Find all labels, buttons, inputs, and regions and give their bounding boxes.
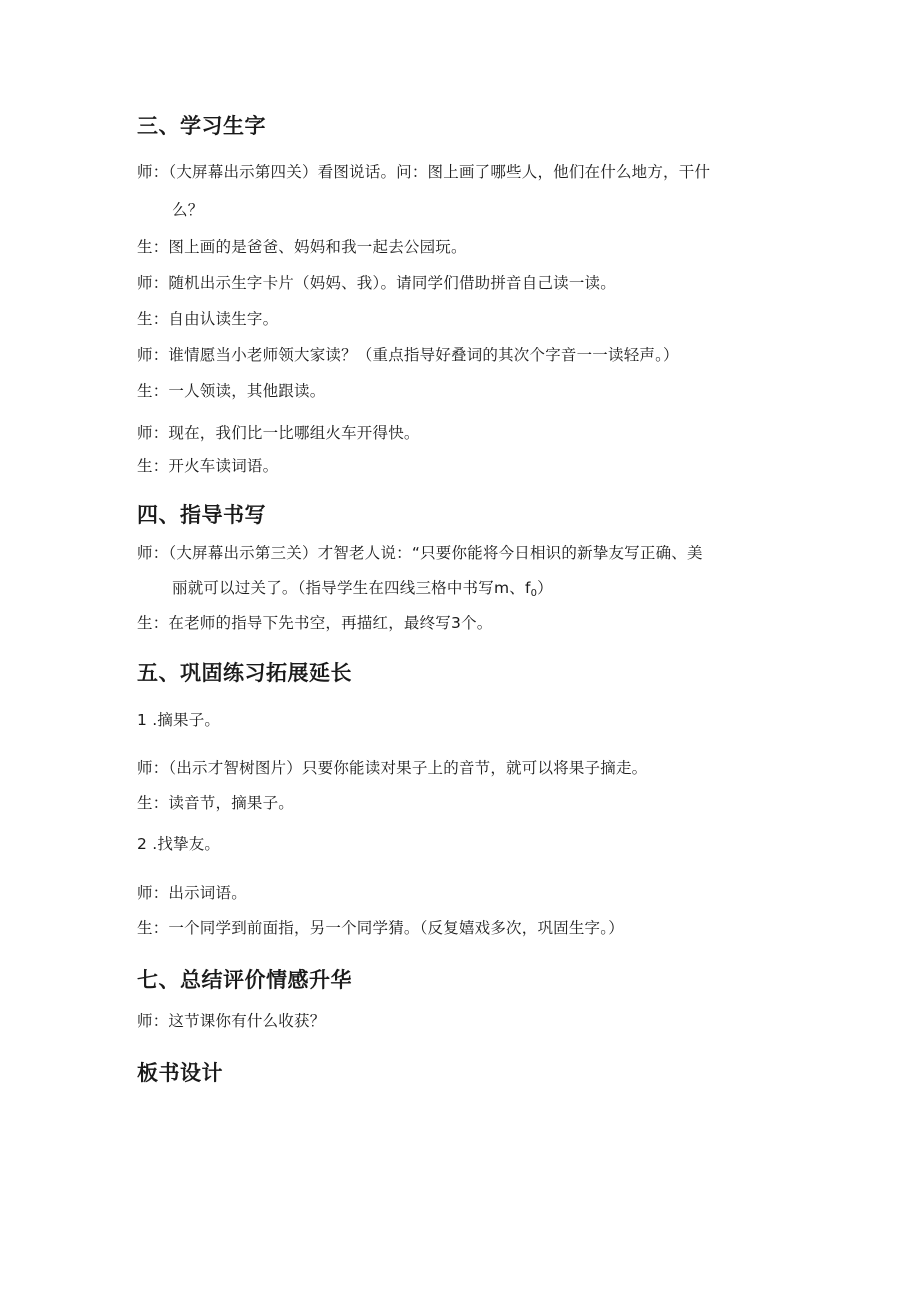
paragraph-line: 师：随机出示生字卡片（妈妈、我）。请同学们借助拼音自己读一读。 [137, 274, 616, 292]
paragraph-text: ） [537, 579, 553, 597]
paragraph-line: 师：出示词语。 [137, 884, 247, 902]
paragraph-line: 生：一人领读，其他跟读。 [137, 382, 326, 400]
paragraph-line: 师：谁情愿当小老师领大家读？（重点指导好叠词的其次个字音一一读轻声。） [137, 346, 679, 364]
heading-board-design: 板书设计 [137, 1061, 223, 1085]
paragraph-line: 师：（大屏幕出示第四关）看图说话。问：图上画了哪些人，他们在什么地方，干什 [137, 163, 711, 181]
paragraph-line: 生：一个同学到前面指，另一个同学猜。（反复嬉戏多次，巩固生字。） [137, 919, 624, 937]
paragraph-line: 师：（大屏幕出示第三关）才智老人说：“只要你能将今日相识的新挚友写正确、美 [137, 544, 703, 562]
paragraph-line: 生：读音节，摘果子。 [137, 794, 295, 812]
heading-writing-guidance: 四、指导书写 [137, 503, 266, 527]
paragraph-line: 生：在老师的指导下先书空，再描红，最终写3个。 [137, 614, 493, 632]
paragraph-line: 生：自由认读生字。 [137, 310, 279, 328]
paragraph-line: 师：（出示才智树图片）只要你能读对果子上的音节，就可以将果子摘走。 [137, 759, 648, 777]
subscript-text: 0 [530, 588, 538, 599]
paragraph-line: 2 .找挚友。 [137, 835, 221, 853]
paragraph-line: 么？ [172, 201, 204, 219]
paragraph-line: 1 .摘果子。 [137, 711, 221, 729]
paragraph-line: 师：这节课你有什么收获？ [137, 1012, 326, 1030]
paragraph-line: 生：图上画的是爸爸、妈妈和我一起去公园玩。 [137, 238, 467, 256]
paragraph-line: 师：现在，我们比一比哪组火车开得快。 [137, 424, 420, 442]
heading-practice-extension: 五、巩固练习拓展延长 [137, 661, 352, 685]
heading-summary: 七、总结评价情感升华 [137, 968, 352, 992]
heading-learn-characters: 三、学习生字 [137, 114, 266, 138]
paragraph-text: 丽就可以过关了。（指导学生在四线三格中书写m、f [172, 579, 531, 597]
paragraph-line [172, 578, 553, 604]
paragraph-line: 生：开火车读词语。 [137, 457, 279, 475]
